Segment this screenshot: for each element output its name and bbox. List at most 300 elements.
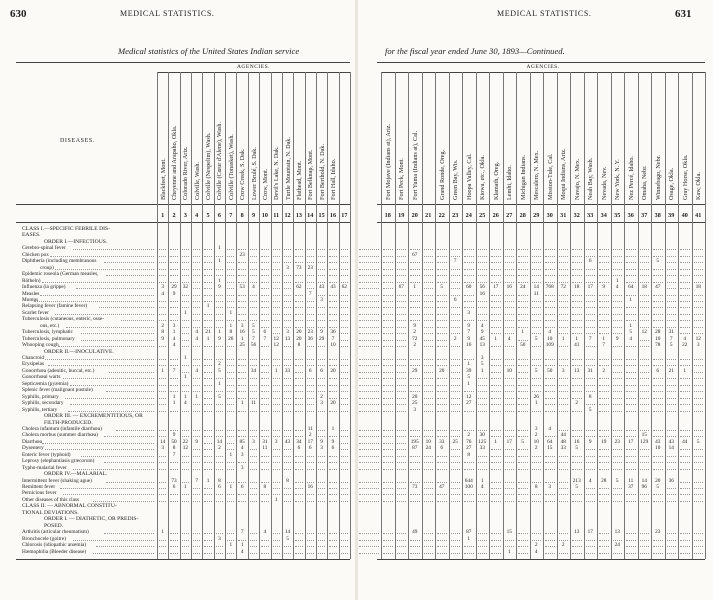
dot-leader <box>238 269 245 270</box>
dot-leader <box>193 494 200 495</box>
dot-leader <box>424 378 434 379</box>
dot-leader <box>261 288 268 289</box>
data-cell: 9 <box>320 329 323 336</box>
disease-row-label: Rötheln) <box>22 277 41 284</box>
data-cell: 4 <box>172 335 176 342</box>
data-cell: 17 <box>628 438 634 445</box>
data-cell: 8 <box>588 393 592 400</box>
dot-leader <box>295 275 302 276</box>
dot-leader <box>250 482 257 483</box>
dot-leader <box>694 269 704 270</box>
dot-leader <box>667 359 677 360</box>
column-number: 27 <box>506 212 513 219</box>
column-number: 25 <box>479 212 486 219</box>
dot-leader <box>204 469 211 470</box>
diseases-header: DISEASES. <box>60 138 95 144</box>
dot-leader <box>518 482 528 483</box>
data-cell: 4 <box>240 548 244 555</box>
dot-leader <box>613 462 623 463</box>
dot-leader <box>106 391 154 392</box>
dot-leader <box>451 249 461 250</box>
data-cell: 14 <box>216 438 223 445</box>
dot-leader <box>383 449 393 450</box>
dot-leader <box>586 494 596 495</box>
dot-leader <box>451 494 461 495</box>
dot-leader <box>193 540 200 541</box>
data-cell: 6 <box>308 367 312 374</box>
data-cell: 4 <box>195 329 199 336</box>
dot-leader <box>667 288 677 289</box>
dot-leader <box>451 462 461 463</box>
data-cell: 20 <box>296 335 302 342</box>
dot-leader <box>640 314 650 315</box>
column-number: 16 <box>329 212 337 219</box>
dot-leader <box>559 256 569 257</box>
data-cell: 1 <box>683 367 687 374</box>
dot-leader <box>613 256 623 257</box>
data-cell: 4 <box>534 548 538 555</box>
dot-leader <box>238 398 245 399</box>
dot-leader <box>227 533 234 534</box>
data-cell: 1 <box>615 277 619 284</box>
data-cell: 9 <box>413 322 417 329</box>
dot-leader <box>424 436 434 437</box>
dot-leader <box>545 365 555 366</box>
data-cell: 5 <box>588 406 592 413</box>
dot-leader <box>626 430 636 431</box>
dot-leader <box>680 262 690 263</box>
dot-leader <box>518 249 528 250</box>
data-cell: 16 <box>239 329 245 336</box>
dot-leader <box>626 365 636 366</box>
dot-leader <box>518 262 528 263</box>
dot-leader <box>250 320 257 321</box>
dot-leader <box>227 378 234 379</box>
data-cell: 3 <box>320 400 323 407</box>
dot-leader <box>159 411 166 412</box>
dot-leader <box>307 288 314 289</box>
data-cell: 3 <box>161 445 164 452</box>
dot-leader <box>341 482 348 483</box>
dot-leader <box>491 488 501 489</box>
dot-leader <box>599 256 609 257</box>
dot-leader <box>383 488 393 489</box>
dot-leader <box>261 404 268 405</box>
dot-leader <box>694 411 704 412</box>
dot-leader <box>70 404 154 405</box>
data-cell: 15 <box>641 432 647 439</box>
dot-leader <box>383 327 393 328</box>
dot-leader <box>295 456 302 457</box>
dot-leader <box>572 333 582 334</box>
dot-leader <box>204 327 211 328</box>
dot-leader <box>653 314 663 315</box>
dot-leader <box>397 314 407 315</box>
dot-leader <box>397 494 407 495</box>
dot-leader <box>653 404 663 405</box>
dot-leader <box>559 282 569 283</box>
dot-leader <box>491 282 501 283</box>
dot-leader <box>667 275 677 276</box>
dot-leader <box>478 269 488 270</box>
data-cell: 44 <box>560 432 566 439</box>
dot-leader <box>182 249 189 250</box>
dot-leader <box>93 553 154 554</box>
dot-leader <box>599 540 609 541</box>
dot-leader <box>397 307 407 308</box>
dot-leader <box>518 462 528 463</box>
dot-leader <box>424 301 434 302</box>
data-cell: 31 <box>587 367 593 374</box>
number-row-rule <box>377 222 705 223</box>
dot-leader <box>307 391 314 392</box>
dot-leader <box>307 462 314 463</box>
dot-leader <box>572 249 582 250</box>
dot-leader <box>250 436 257 437</box>
dot-leader <box>667 456 677 457</box>
dot-leader <box>424 494 434 495</box>
dot-leader <box>238 275 245 276</box>
dot-leader <box>599 462 609 463</box>
dot-leader <box>505 365 515 366</box>
dot-leader <box>532 282 542 283</box>
data-cell: 4 <box>263 529 267 536</box>
dot-leader <box>99 307 155 308</box>
dot-leader <box>694 391 704 392</box>
data-cell: 1 <box>240 400 244 407</box>
dot-leader <box>599 378 609 379</box>
dot-leader <box>694 494 704 495</box>
dot-leader <box>572 469 582 470</box>
dot-leader <box>159 501 166 502</box>
dot-leader <box>653 295 663 296</box>
column-number: 4 <box>195 212 199 219</box>
dot-leader <box>572 301 582 302</box>
data-cell: 17 <box>587 529 593 536</box>
dot-leader <box>410 249 420 250</box>
data-cell: 5 <box>286 535 289 542</box>
dot-leader <box>667 553 677 554</box>
dot-leader <box>329 469 336 470</box>
dot-leader <box>694 378 704 379</box>
dot-leader <box>284 436 291 437</box>
order-heading: FILTH-PRODUCED. <box>44 419 93 426</box>
dot-leader <box>667 436 677 437</box>
data-cell: 17 <box>307 438 313 445</box>
dot-leader <box>227 365 234 366</box>
data-cell: 10 <box>330 342 336 349</box>
dot-leader <box>410 436 420 437</box>
dot-leader <box>284 256 291 257</box>
dot-leader <box>295 430 302 431</box>
dot-leader <box>397 275 407 276</box>
dot-leader <box>216 269 223 270</box>
data-cell: 4 <box>172 342 176 349</box>
dot-leader <box>273 436 280 437</box>
data-cell: 30 <box>479 432 485 439</box>
data-cell: 43 <box>655 438 661 445</box>
dot-leader <box>261 482 268 483</box>
dot-leader <box>667 282 677 283</box>
dot-leader <box>640 553 650 554</box>
dot-leader <box>295 295 302 296</box>
dot-leader <box>694 385 704 386</box>
dot-leader <box>216 456 223 457</box>
dot-leader <box>559 501 569 502</box>
dot-leader <box>182 494 189 495</box>
dot-leader <box>437 456 447 457</box>
data-cell: 76 <box>466 438 472 445</box>
agency-name: Winnebago, Nebr. <box>654 155 662 200</box>
dot-leader <box>694 282 704 283</box>
dot-leader <box>159 436 166 437</box>
dot-leader <box>667 462 677 463</box>
dot-leader <box>532 501 542 502</box>
data-cell: 12 <box>695 335 701 342</box>
dot-leader <box>680 256 690 257</box>
dot-leader <box>397 327 407 328</box>
dot-leader <box>193 314 200 315</box>
dot-leader <box>341 540 348 541</box>
dot-leader <box>359 372 379 373</box>
dot-leader <box>204 443 211 444</box>
dot-leader <box>572 456 582 457</box>
column-number: 38 <box>654 212 661 219</box>
dot-leader <box>397 540 407 541</box>
dot-leader <box>451 346 461 347</box>
dot-leader <box>424 346 434 347</box>
dot-leader <box>193 456 200 457</box>
dot-leader <box>599 546 609 547</box>
data-cell: 1 <box>206 477 210 484</box>
dot-leader <box>505 282 515 283</box>
data-cell: 1 <box>229 484 233 490</box>
dot-leader <box>284 494 291 495</box>
column-divider <box>678 72 679 559</box>
data-cell: 8 <box>263 484 267 490</box>
class-heading: CLASS I.—SPECIFIC FEBRILE DIS- <box>22 226 110 232</box>
dot-leader <box>694 533 704 534</box>
data-cell: 5 <box>656 484 660 490</box>
dot-leader <box>307 275 314 276</box>
dot-leader <box>599 307 609 308</box>
number-row-rule <box>16 222 350 223</box>
dot-leader <box>383 501 393 502</box>
dot-leader <box>273 333 280 334</box>
dot-leader <box>273 398 280 399</box>
column-divider <box>339 72 340 559</box>
dot-leader <box>586 540 596 541</box>
agency-name: Colville (Nespelim), Wash. <box>205 132 213 200</box>
dot-leader <box>273 320 280 321</box>
dot-leader <box>170 249 177 250</box>
data-cell: 1 <box>218 380 221 387</box>
dot-leader <box>451 488 461 489</box>
data-cell: 4 <box>195 367 199 374</box>
dot-leader <box>626 378 636 379</box>
dot-leader <box>653 494 663 495</box>
disease-row-label: Gonorrhœal warts <box>22 374 61 381</box>
dot-leader <box>182 372 189 373</box>
data-cell: 5 <box>629 329 633 336</box>
data-cell: 5 <box>521 438 525 445</box>
dot-leader <box>464 546 474 547</box>
dot-leader <box>532 333 542 334</box>
dot-leader <box>318 501 325 502</box>
dot-leader <box>193 288 200 289</box>
data-cell: 23 <box>655 529 661 536</box>
dot-leader <box>284 288 291 289</box>
dot-leader <box>640 295 650 296</box>
dot-leader <box>329 249 336 250</box>
dot-leader <box>341 320 348 321</box>
dot-leader <box>261 378 268 379</box>
dot-leader <box>261 269 268 270</box>
dot-leader <box>383 456 393 457</box>
dot-leader <box>694 314 704 315</box>
dot-leader <box>383 430 393 431</box>
dot-leader <box>193 269 200 270</box>
dot-leader <box>586 404 596 405</box>
dot-leader <box>341 546 348 547</box>
data-cell: 1 <box>229 542 233 549</box>
dot-leader <box>204 256 211 257</box>
dot-leader <box>397 372 407 373</box>
disease-row-label: Typho-malarial fever <box>22 464 67 471</box>
dot-leader <box>491 378 501 379</box>
dot-leader <box>437 462 447 463</box>
dot-leader <box>307 546 314 547</box>
dot-leader <box>295 482 302 483</box>
dot-leader <box>559 533 569 534</box>
data-cell: 60 <box>466 284 472 291</box>
dot-leader <box>626 314 636 315</box>
agency-name: Grand Ronde, Oreg. <box>438 149 446 200</box>
dot-leader <box>464 411 474 412</box>
dot-leader <box>273 262 280 263</box>
dot-leader <box>491 482 501 483</box>
data-cell: 1 <box>161 529 164 536</box>
data-cell: 6 <box>320 367 323 374</box>
dot-leader <box>50 256 154 257</box>
data-cell: 1 <box>229 322 233 329</box>
dot-leader <box>505 449 515 450</box>
dot-leader <box>383 262 393 263</box>
dot-leader <box>341 282 348 283</box>
dot-leader <box>383 359 393 360</box>
dot-leader <box>216 346 223 347</box>
dot-leader <box>170 256 177 257</box>
dot-leader <box>626 469 636 470</box>
dot-leader <box>545 359 555 360</box>
dot-leader <box>545 436 555 437</box>
dot-leader <box>640 327 650 328</box>
dot-leader <box>106 275 154 276</box>
dot-leader <box>667 320 677 321</box>
dot-leader <box>45 359 154 360</box>
dot-leader <box>116 430 154 431</box>
data-cell: 72 <box>560 284 566 291</box>
dot-leader <box>586 378 596 379</box>
agency-name: Crow, Mont. <box>261 168 269 200</box>
data-cell: 33 <box>439 438 445 445</box>
data-cell: 644 <box>464 477 473 484</box>
disease-row-label: Measles <box>22 290 40 297</box>
dot-leader <box>273 546 280 547</box>
data-cell: 9 <box>588 438 592 445</box>
dot-leader <box>329 488 336 489</box>
data-cell: 1 <box>274 496 278 503</box>
dot-leader <box>250 533 257 534</box>
dot-leader <box>329 295 336 296</box>
dot-leader <box>359 307 379 308</box>
dot-leader <box>424 262 434 263</box>
dot-leader <box>424 295 434 296</box>
disease-row-label: Whooping cough <box>22 342 59 349</box>
dot-leader <box>613 378 623 379</box>
dot-leader <box>329 262 336 263</box>
dot-leader <box>261 256 268 257</box>
dot-leader <box>397 385 407 386</box>
dot-leader <box>359 391 379 392</box>
dot-leader <box>216 295 223 296</box>
dot-leader <box>532 540 542 541</box>
dot-leader <box>307 456 314 457</box>
dot-leader <box>341 430 348 431</box>
dot-leader <box>81 340 154 341</box>
dot-leader <box>451 540 461 541</box>
dot-leader <box>464 462 474 463</box>
data-cell: 41 <box>574 342 580 349</box>
dot-leader <box>170 469 177 470</box>
dot-leader <box>653 553 663 554</box>
dot-leader <box>451 385 461 386</box>
dot-leader <box>227 443 234 444</box>
dot-leader <box>680 307 690 308</box>
dot-leader <box>613 501 623 502</box>
dot-leader <box>250 365 257 366</box>
dot-leader <box>273 359 280 360</box>
data-cell: 4 <box>588 477 592 484</box>
disease-row-label: Erysipelas <box>22 361 45 368</box>
dot-leader <box>653 256 663 257</box>
dot-leader <box>359 469 379 470</box>
dot-leader <box>518 269 528 270</box>
dot-leader <box>204 314 211 315</box>
dot-leader <box>359 449 379 450</box>
data-cell: 20 <box>330 400 336 407</box>
dot-leader <box>238 295 245 296</box>
data-cell: 2 <box>534 432 538 439</box>
dot-leader <box>329 456 336 457</box>
data-cell: 6 <box>656 367 660 374</box>
agency-name: Devil's Lake, N. Dak. <box>273 146 281 200</box>
dot-leader <box>307 494 314 495</box>
dot-leader <box>599 301 609 302</box>
dot-leader <box>505 301 515 302</box>
data-cell: 43 <box>318 284 325 291</box>
dot-leader <box>284 359 291 360</box>
dot-leader <box>518 501 528 502</box>
agency-name: Green Bay, Wis. <box>452 159 460 200</box>
data-cell: 39 <box>466 367 472 374</box>
dot-leader <box>667 540 677 541</box>
data-cell: 1 <box>480 477 484 484</box>
order-heading: ORDER II.—INOCULATIVE. <box>44 348 114 355</box>
dot-leader <box>318 314 325 315</box>
dot-leader <box>250 540 257 541</box>
dot-leader <box>545 501 555 502</box>
